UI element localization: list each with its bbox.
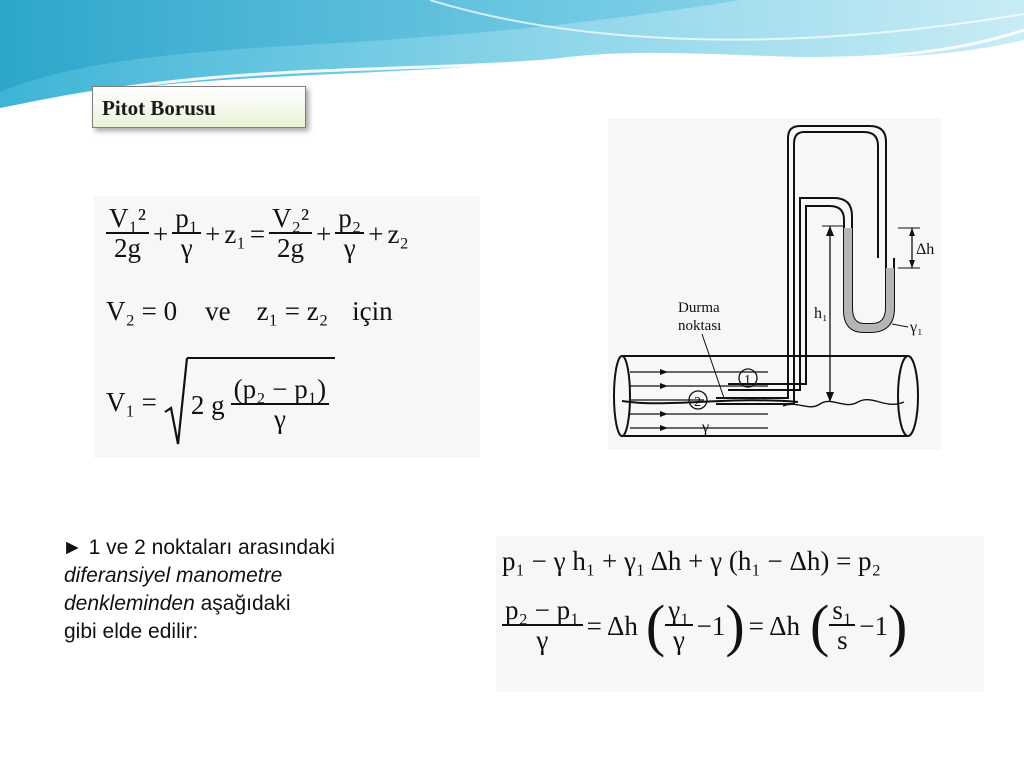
term-s: s: [837, 625, 848, 656]
text-line-1: 1 ve 2 noktaları arasındaki: [88, 536, 335, 559]
durma-pointer-line: [702, 334, 724, 398]
left-paren-icon: (: [810, 593, 830, 659]
right-paren-icon: ): [888, 593, 908, 659]
pitot-tube-diagram: [608, 118, 942, 450]
explanation-text: [62, 534, 482, 646]
label-noktasi: noktası: [678, 318, 722, 334]
term-gamma: γ: [273, 404, 286, 435]
term-2g: 2g: [114, 233, 141, 264]
term-gamma1: γ₁: [665, 596, 692, 626]
term-s1: s₁: [829, 596, 855, 626]
bernoulli-equations-panel: [94, 196, 480, 458]
h1-arrow-top-icon: [826, 226, 834, 236]
equals-delta-h: = Δh: [748, 610, 801, 641]
conjunction-ve: ve: [205, 296, 231, 326]
term-z2: z₂: [387, 218, 409, 249]
term-v2-squared: V₂²: [269, 204, 312, 234]
square-root-icon: [163, 356, 189, 448]
point-2-label: 2: [694, 395, 701, 410]
h1-arrow-bottom-icon: [826, 392, 834, 402]
left-paren-icon: (: [645, 593, 666, 659]
pressure-difference: (p₂ − p₁): [231, 375, 330, 405]
right-paren-icon: ): [725, 593, 745, 659]
pressure-ratio-equation: [502, 593, 908, 659]
text-line-2: diferansiyel manometre: [64, 564, 283, 587]
condition-equation: [106, 296, 393, 327]
word-icin: için: [352, 296, 393, 326]
manometer-equations-panel: [496, 536, 984, 692]
text-line-3-rest: aşağıdaki: [200, 592, 291, 615]
bullet-arrow-icon: ►: [62, 536, 83, 559]
pipe: [614, 356, 918, 436]
equals-delta-h: = Δh: [586, 610, 638, 641]
term-gamma: γ: [672, 625, 685, 656]
pressure-difference: p₂ − p₁: [502, 596, 583, 626]
slide-title: Pitot Borusu: [92, 86, 306, 128]
term-2g: 2g: [277, 233, 305, 264]
minus-one: −1: [859, 610, 889, 641]
label-dh: Δh: [916, 241, 935, 258]
label-gamma1: γ₁: [910, 319, 923, 336]
velocity-equation: [106, 356, 335, 448]
term-gamma: γ: [536, 625, 549, 656]
coefficient-2g: 2 g: [190, 389, 225, 420]
condition-v2-zero: V₂ = 0: [106, 296, 178, 326]
free-surface-line: [783, 400, 904, 407]
text-line-3-italic: denkleminden: [64, 592, 195, 615]
label-gamma: γ: [702, 419, 710, 436]
label-durma: Durma: [678, 300, 720, 316]
minus-one: −1: [696, 610, 726, 641]
v1-lhs: V₁ =: [106, 386, 157, 417]
point-1-label: 1: [744, 373, 751, 388]
term-p2: p₂: [335, 204, 364, 234]
term-gamma: γ: [343, 233, 356, 264]
label-h1: h₁: [814, 305, 828, 322]
bernoulli-equation: $\frac{\text{V₁²}}{2g}$ + $\frac{\text{p₁}}{\gamma}$ + z₁ = $\frac{\text{V₂²}}{2g}$ + $\frac{\text{p₂}}{\gamma}$ + z₂: [106, 204, 409, 264]
term-p1: p₁: [172, 204, 201, 234]
term-v1-squared: V₁²: [106, 204, 149, 234]
term-z1: z₁: [224, 218, 246, 249]
manometer-equation: p₁ − γ h₁ + γ₁ Δh + γ (h₁ − Δh) = p₂: [502, 546, 881, 576]
pitot-tube: [716, 126, 894, 404]
term-gamma: γ: [180, 233, 193, 264]
text-line-4: gibi elde edilir:: [64, 620, 199, 643]
condition-z-equal: z₁ = z₂: [256, 296, 329, 326]
